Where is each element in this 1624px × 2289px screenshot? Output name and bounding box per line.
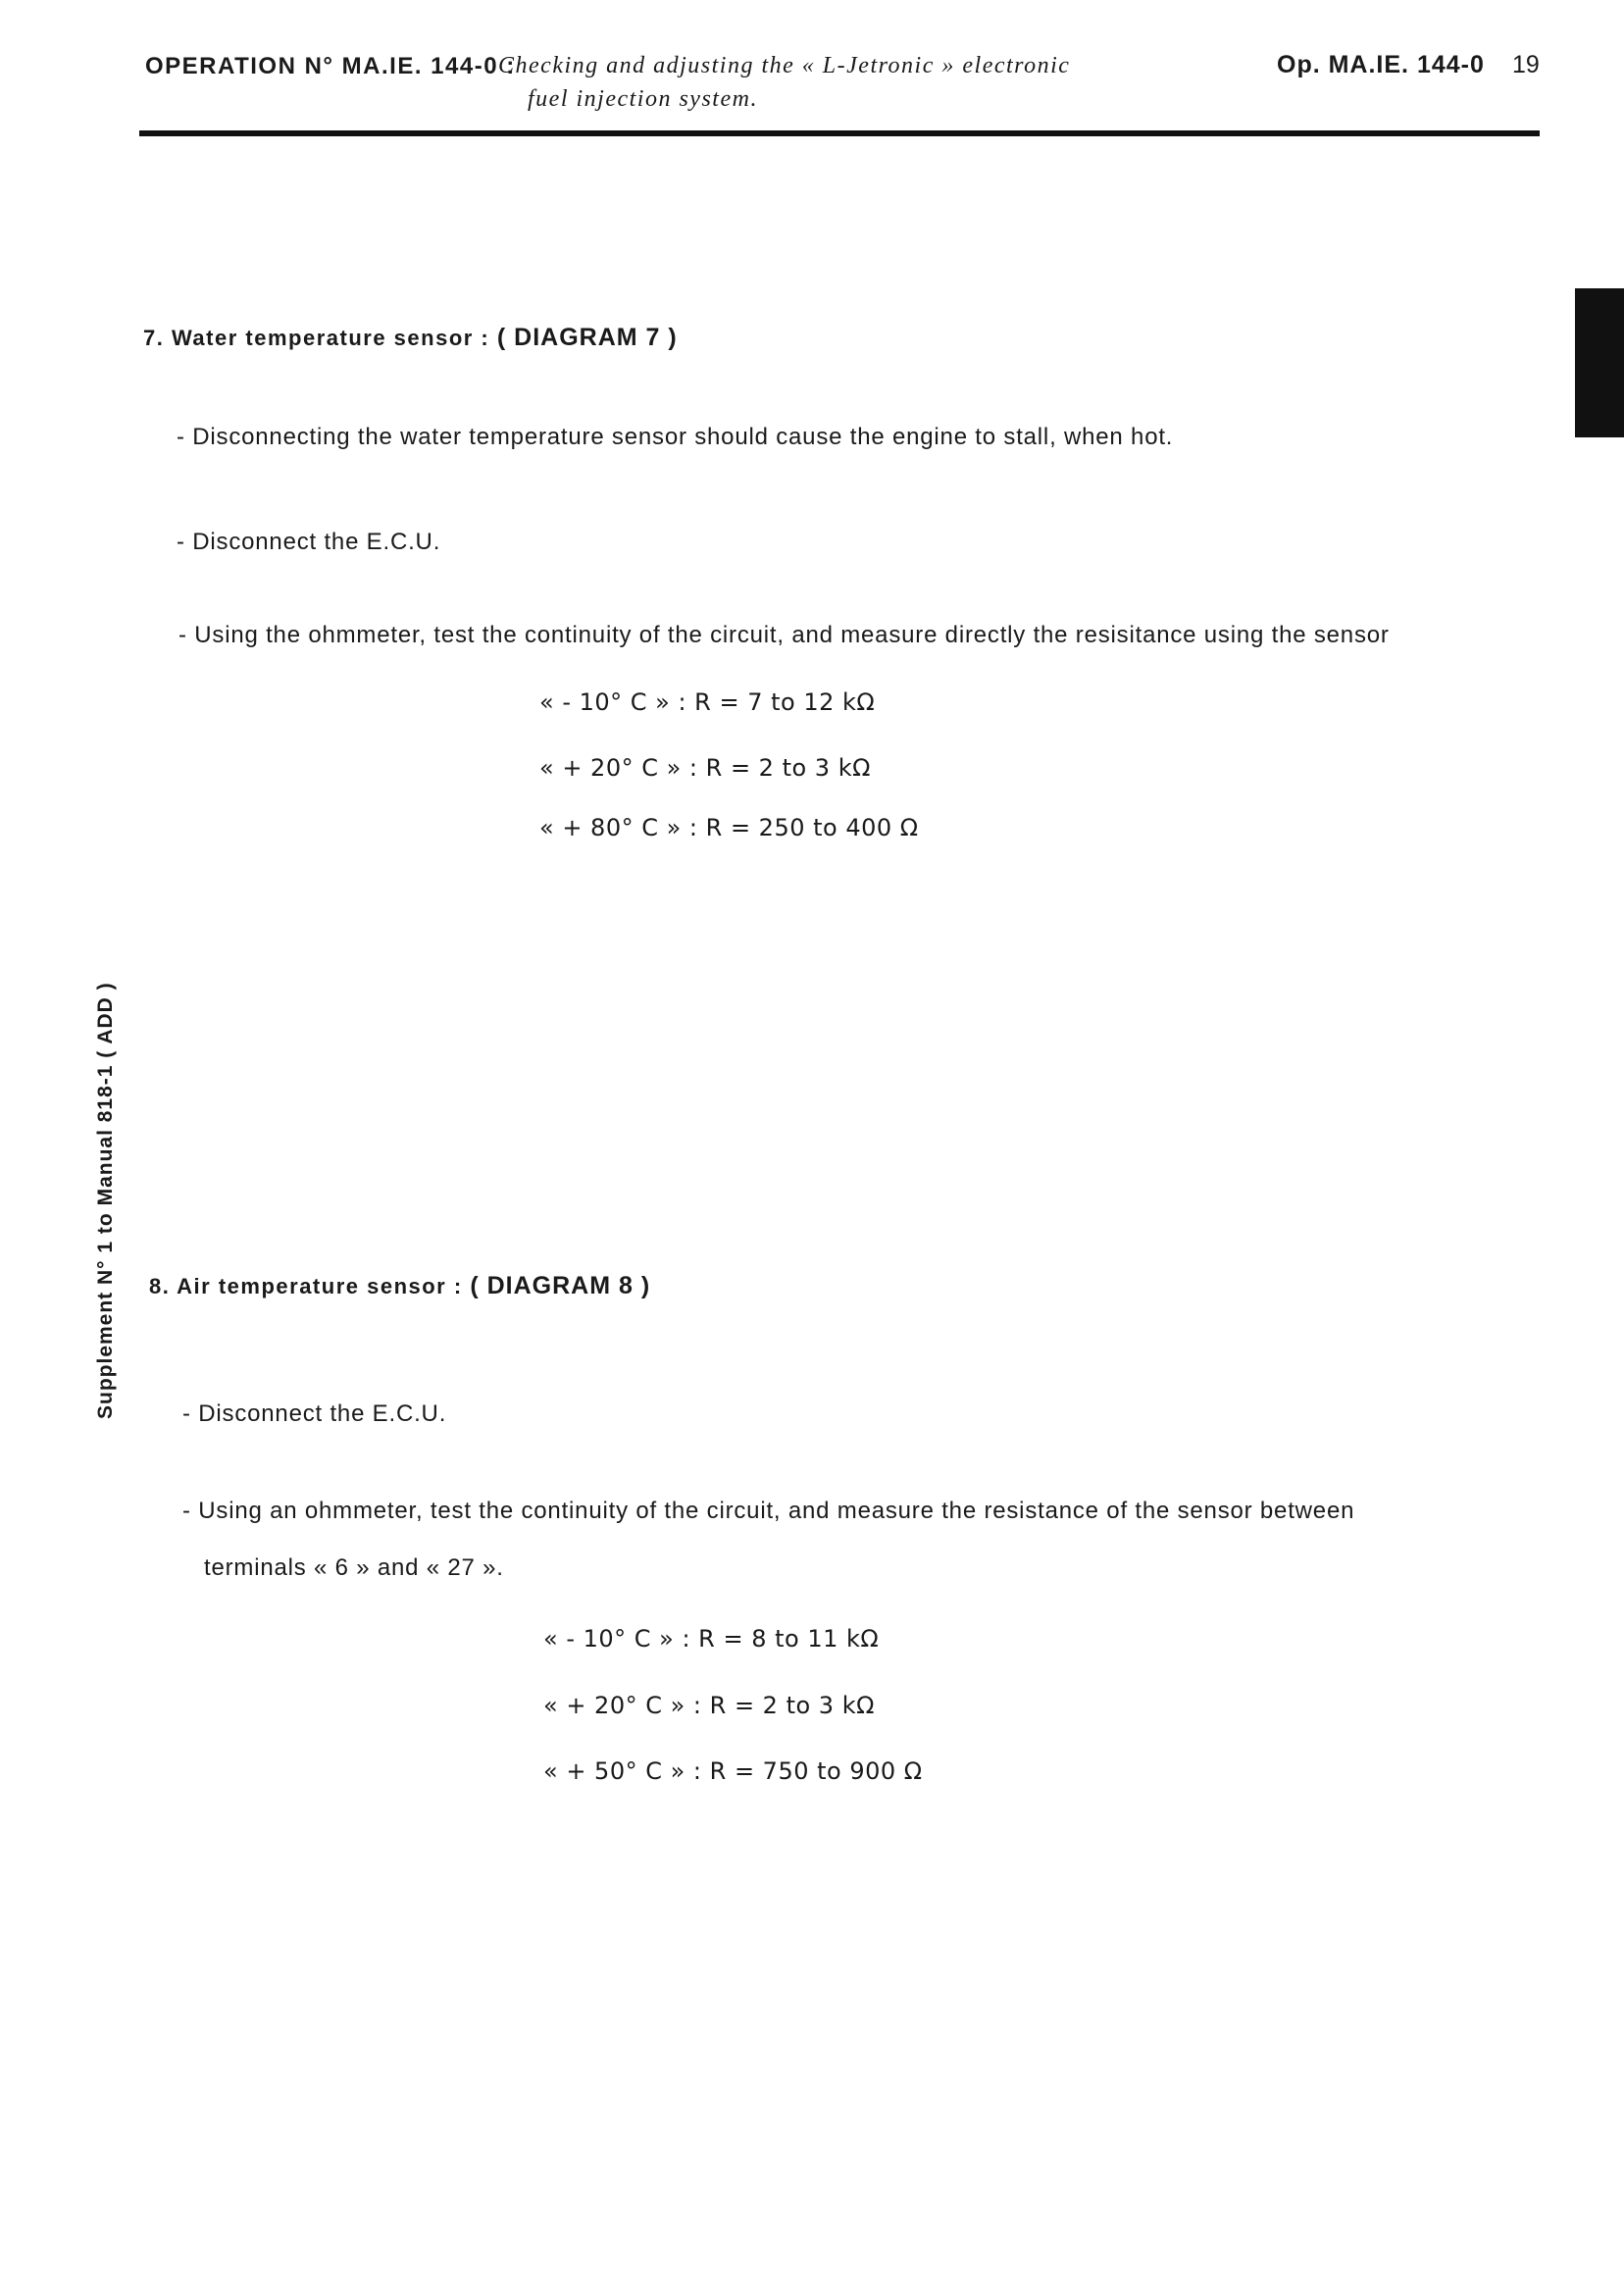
section-8-step-2: - Using an ohmmeter, test the continuity of the circuit, and measure the resistance of the sensor between (182, 1498, 1355, 1524)
section-8-number: 8. (149, 1274, 171, 1298)
section-7-value-2: « + 20° C » : R = 2 to 3 kΩ (539, 754, 871, 782)
header-rule (139, 130, 1540, 136)
operation-number: OPERATION N° MA.IE. 144-0 : (145, 53, 516, 79)
section-7-diagram-ref: ( DIAGRAM 7 ) (496, 324, 678, 351)
section-7-step-2: - Disconnect the E.C.U. (177, 529, 441, 555)
side-note: Supplement N° 1 to Manual 818-1 ( ADD ) (94, 982, 117, 1419)
section-8-value-3: « + 50° C » : R = 750 to 900 Ω (543, 1757, 923, 1785)
operation-title-line-2: fuel injection system. (528, 86, 758, 112)
section-7-step-3: - Using the ohmmeter, test the continuity of the circuit, and measure directly the resisitance using the sensor (178, 622, 1390, 648)
page-number: 19 (1512, 51, 1540, 78)
section-8-value-2: « + 20° C » : R = 2 to 3 kΩ (543, 1692, 875, 1719)
section-8-heading (149, 1272, 650, 1300)
section-8-value-1: « - 10° C » : R = 8 to 11 kΩ (543, 1625, 880, 1653)
operation-reference: Op. MA.IE. 144-0 (1277, 51, 1485, 78)
section-7-step-1: - Disconnecting the water temperature sensor should cause the engine to stall, when hot. (177, 424, 1174, 450)
section-8-diagram-ref: ( DIAGRAM 8 ) (470, 1272, 651, 1299)
section-8-step-1: - Disconnect the E.C.U. (182, 1400, 447, 1427)
section-edge-tab (1575, 288, 1624, 437)
section-7-number: 7. (143, 326, 165, 350)
operation-title-line-1: Checking and adjusting the « L-Jetronic » electronic (498, 53, 1071, 78)
section-7-title: Water temperature sensor : (171, 326, 490, 350)
section-7-heading (143, 324, 678, 352)
section-7-value-1: « - 10° C » : R = 7 to 12 kΩ (539, 688, 876, 716)
section-7-value-3: « + 80° C » : R = 250 to 400 Ω (539, 814, 919, 841)
section-8-title: Air temperature sensor : (177, 1274, 463, 1298)
section-8-step-2-continued: terminals « 6 » and « 27 ». (204, 1554, 504, 1581)
